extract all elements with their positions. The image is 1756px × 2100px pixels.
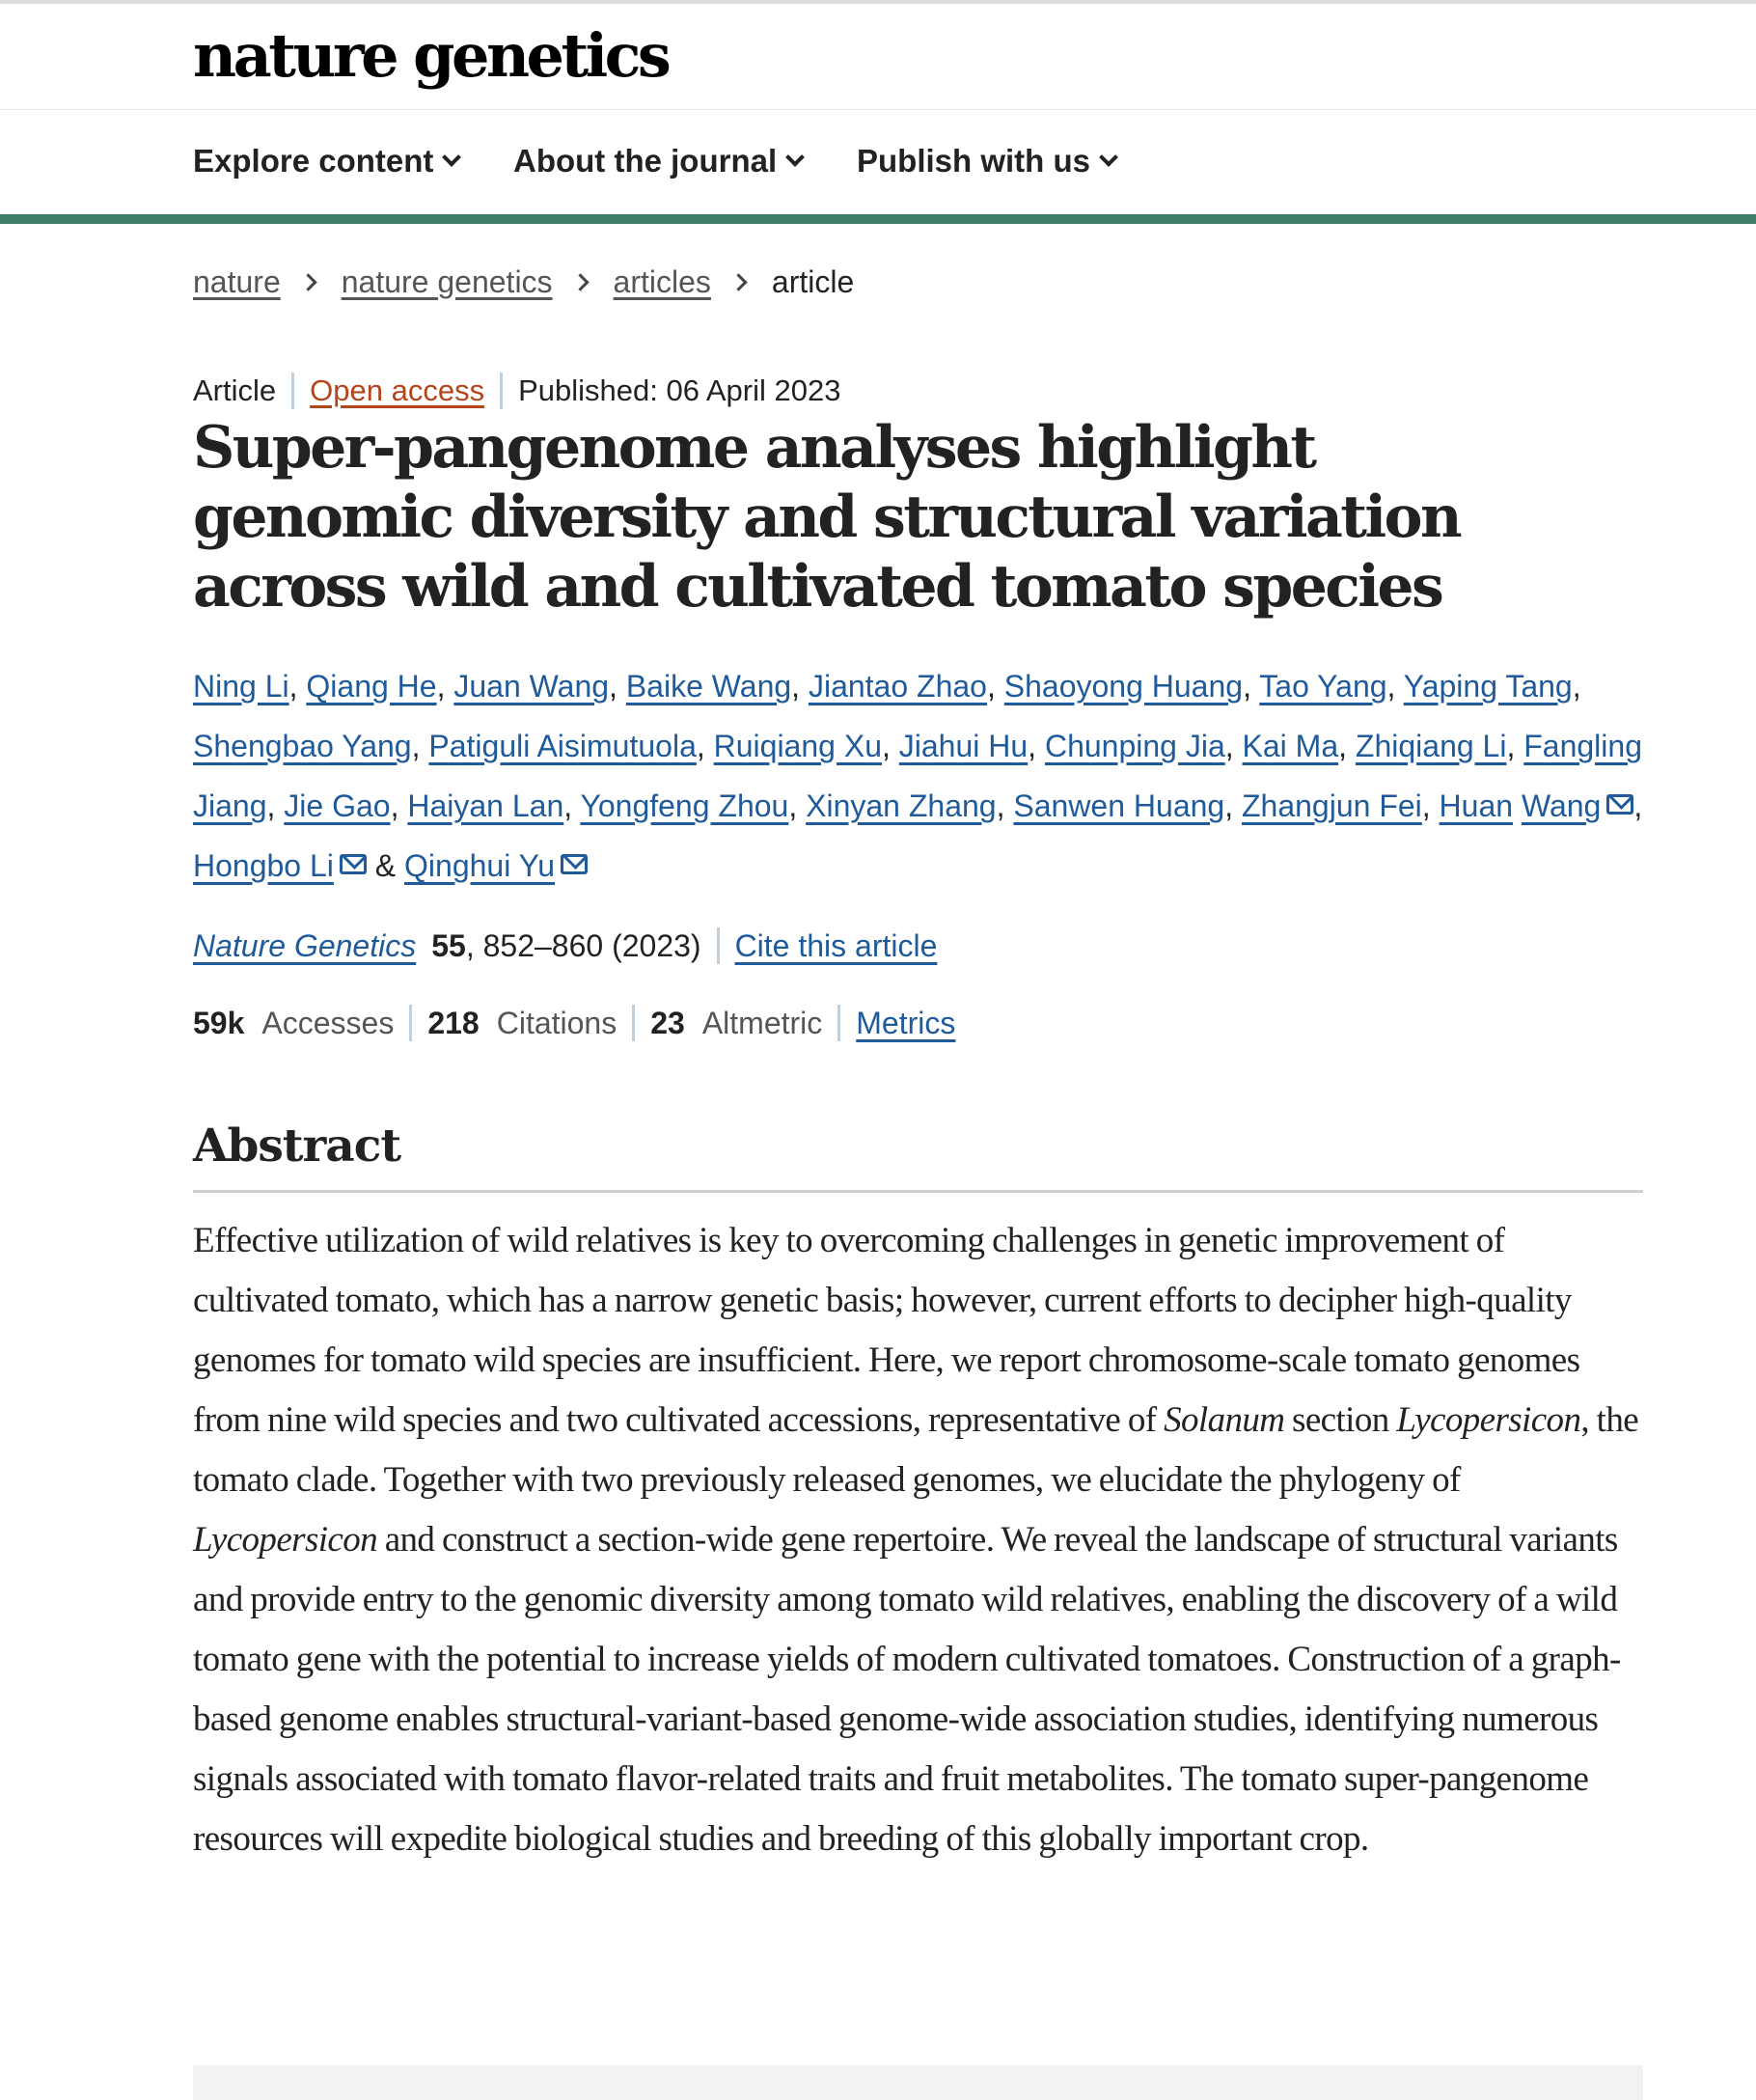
author-link[interactable]: Huan [1439,788,1514,823]
author-link[interactable]: Tao Yang [1259,669,1387,704]
article-title: Super-pangenome analyses highlight genomic diversity and structural variation across wild and cultivated tomato species [193,414,1460,621]
author-link[interactable]: Zhangjun Fei [1241,788,1422,823]
author-separator: & [366,848,405,883]
author-link[interactable]: Qinghui Yu [404,848,555,883]
author-separator: , [1224,729,1243,763]
author-separator: , [881,729,899,763]
author-separator: , [986,669,1004,704]
author-separator: , [1028,729,1045,763]
abstract-rule [193,1190,1643,1193]
author-separator: , [436,669,454,704]
breadcrumb [193,262,854,301]
chevron-right-icon [299,273,316,290]
author-separator: , [563,788,581,823]
author-separator: , [1506,729,1524,763]
author-link[interactable]: Shaoyong Huang [1003,669,1244,704]
breadcrumb-articles[interactable]: articles [613,264,711,299]
divider [291,373,294,409]
author-separator: , [1421,788,1440,823]
published-date: Published: 06 April 2023 [518,373,841,407]
author-link[interactable]: Kai Ma [1242,729,1339,763]
content-panel [193,2065,1643,2100]
author-link[interactable]: Hongbo Li [193,848,334,883]
breadcrumb-current: article [771,264,855,299]
abstract-segment: Effective utilization of wild relatives is key to overcoming challenges in genetic improvement of cultivated tomato, which has a narrow genetic basis; however, current efforts to decipher high-quality genomes for tomato wild species are insufficient. Here, we report chromosome-scale tomato genomes from nine wild species and two cultivated accessions, representative of [193,1221,1580,1440]
author-link[interactable]: Zhiqiang Li [1355,729,1507,763]
author-link[interactable]: Chunping Jia [1044,729,1225,763]
author-separator: , [788,788,807,823]
abstract-segment: and construct a section-wide gene repertoire. We reveal the landscape of structural variants and provide entry to the genomic diversity among tomato wild relatives, enabling the discovery of a wild tomato gene with the potential to increase yields of modern cultivated tomatoes. Construction of a graph-based genome enables structural-variant-based genome-wide association studies, identifying numerous signals associated with tomato flavor-related traits and fruit metabolites. The tomato super-pangenome resources will expedite biological studies and breeding of this globally important crop. [193,1520,1621,1859]
chevron-right-icon [729,273,747,290]
author-separator: , [1633,788,1643,823]
nav-label: Explore content [193,143,434,179]
nav-explore-content[interactable] [193,142,458,180]
author-separator: , [791,669,809,704]
abstract-segment: , the tomato clade. Together with two previously released genomes, we elucidate the phylogeny of [193,1400,1639,1500]
breadcrumb-nature-genetics[interactable]: nature genetics [341,264,553,299]
author-link[interactable]: Juan Wang [453,669,610,704]
email-icon[interactable] [561,854,588,874]
abstract-italic: Solanum [1164,1400,1285,1440]
author-separator: , [996,788,1014,823]
pages-year: , 852–860 (2023) [465,928,701,963]
chevron-down-icon [785,148,805,167]
author-separator: , [1386,669,1404,704]
nav-publish-with-us[interactable] [857,142,1115,180]
author-link[interactable]: Fangling Jiang [193,729,1642,823]
author-link[interactable]: Jiantao Zhao [808,669,987,704]
cite-this-article-link[interactable]: Cite this article [734,928,938,963]
abstract-text [193,1211,1643,1869]
email-icon[interactable] [1606,794,1633,815]
author-separator: , [696,729,714,763]
author-link[interactable]: Sanwen Huang [1013,788,1225,823]
article-meta [193,372,840,410]
author-link[interactable]: Wang [1521,788,1602,823]
author-link[interactable]: Qiang He [306,669,437,704]
article-type: Article [193,373,277,407]
divider [632,1005,635,1041]
author-link[interactable]: Baike Wang [625,669,792,704]
author-link[interactable]: Ruiqiang Xu [713,729,882,763]
author-link[interactable]: Yongfeng Zhou [580,788,789,823]
divider [837,1005,840,1041]
metrics-link[interactable]: Metrics [856,1006,956,1040]
altmetric-value: 23 [650,1006,685,1040]
chevron-down-icon [442,148,461,167]
author-link[interactable]: Patiguli Aisimutuola [428,729,697,763]
citations-value: 218 [427,1006,480,1040]
nav-about-journal[interactable] [513,142,802,180]
chevron-right-icon [571,273,589,290]
nav-label: About the journal [513,143,778,179]
divider [409,1005,412,1041]
nav-accent-rule [0,214,1756,224]
author-link[interactable]: Jie Gao [284,788,391,823]
journal-link[interactable]: Nature Genetics [193,928,417,963]
author-link[interactable]: Haiyan Lan [407,788,564,823]
author-separator: , [1572,669,1581,704]
accesses-value: 59k [193,1006,245,1040]
author-link[interactable]: Jiahui Hu [898,729,1029,763]
abstract-heading: Abstract [193,1119,401,1173]
divider [500,373,503,409]
nav-label: Publish with us [857,143,1091,179]
author-list [193,656,1650,896]
author-separator: , [390,788,408,823]
author-link[interactable]: Shengbao Yang [193,729,412,763]
author-link[interactable]: Ning Li [193,669,289,704]
brand-bar [0,4,1756,110]
citation-line [193,926,937,965]
article-metrics [193,1004,955,1042]
citations-label: Citations [496,1006,617,1040]
volume: 55 [431,928,466,963]
author-separator: , [288,669,307,704]
author-separator: , [609,669,626,704]
author-link[interactable]: Yaping Tang [1403,669,1573,704]
email-icon[interactable] [340,854,367,874]
open-access-link[interactable]: Open access [310,373,485,407]
altmetric-label: Altmetric [701,1006,823,1040]
author-separator: , [1338,729,1356,763]
abstract-italic: Lycopersicon [193,1520,378,1560]
author-separator: , [1243,669,1260,704]
abstract-italic: Lycopersicon [1396,1400,1581,1440]
accesses-label: Accesses [261,1006,395,1040]
author-link[interactable]: Xinyan Zhang [806,788,997,823]
author-separator: , [411,729,429,763]
author-separator: , [1224,788,1242,823]
author-separator: , [266,788,285,823]
divider [717,927,720,964]
breadcrumb-nature[interactable]: nature [193,264,281,299]
journal-logo[interactable]: nature genetics [193,20,669,91]
abstract-segment: section [1284,1400,1397,1440]
chevron-down-icon [1099,148,1118,167]
main-nav [0,111,1756,214]
